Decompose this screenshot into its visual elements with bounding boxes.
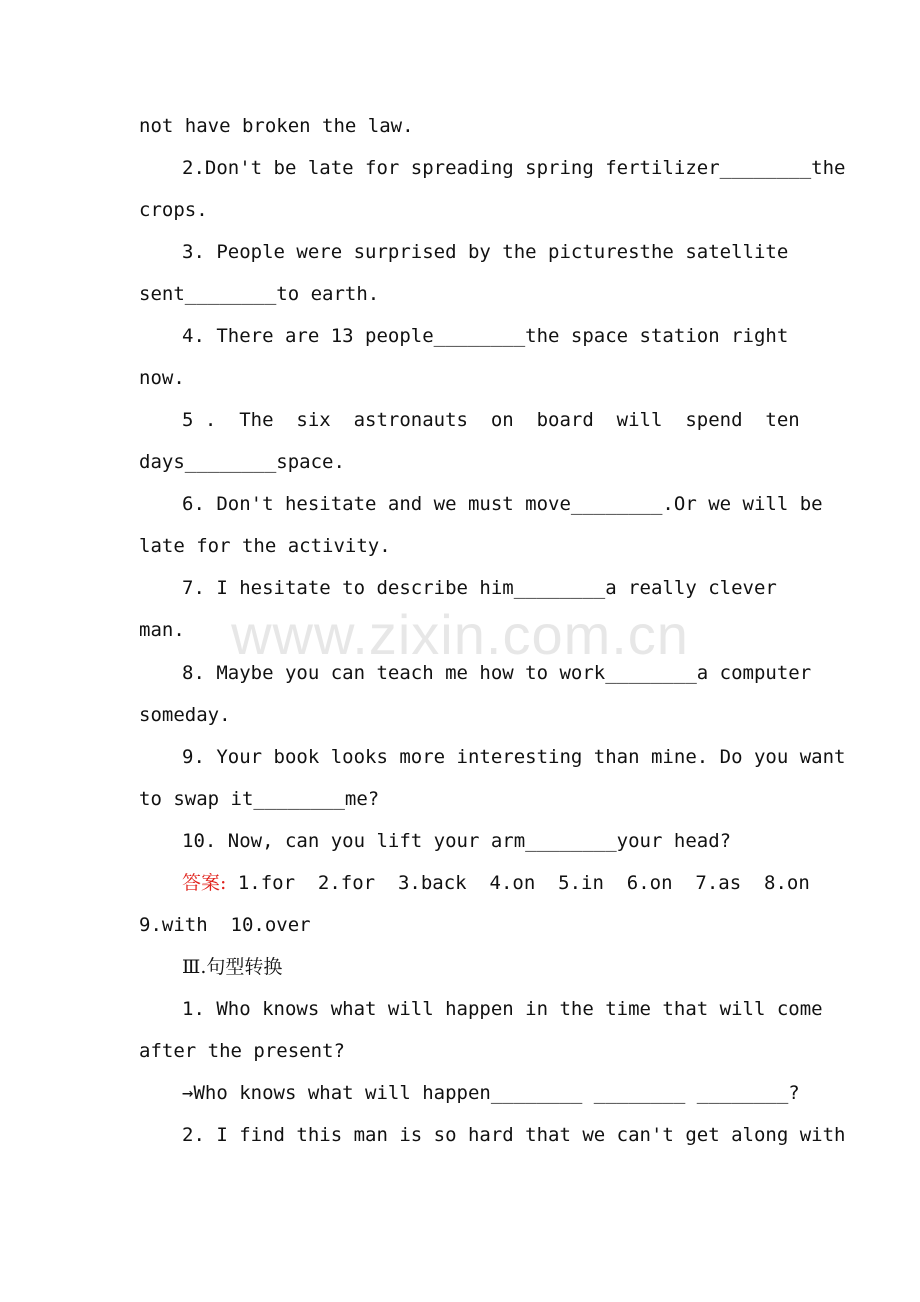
watermark: www.zixin.com.cn bbox=[231, 603, 689, 666]
question-8: 8. Maybe you can teach me how to work________a computer bbox=[182, 662, 812, 684]
text-line: late for the activity. bbox=[139, 535, 391, 557]
question-4: 4. There are 13 people________the space station right bbox=[182, 325, 789, 347]
text-line: someday. bbox=[139, 704, 231, 726]
question-3: 3. People were surprised by the picturesthe satellite bbox=[182, 241, 789, 263]
question-9: 9. Your book looks more interesting than mine. Do you want bbox=[182, 746, 846, 768]
text-line: not have broken the law. bbox=[139, 115, 414, 137]
question-7: 7. I hesitate to describe him________a really clever bbox=[182, 577, 777, 599]
question-6: 6. Don't hesitate and we must move________.Or we will be bbox=[182, 493, 823, 515]
question-10: 10. Now, can you lift your arm________your head? bbox=[182, 830, 732, 852]
answer-line bbox=[182, 869, 811, 897]
transform-answer-1: →Who knows what will happen________ ________ ________? bbox=[182, 1082, 800, 1104]
transform-question-1: 1. Who knows what will happen in the time that will come bbox=[182, 998, 823, 1020]
text-line: to swap it________me? bbox=[139, 788, 380, 810]
text-line: crops. bbox=[139, 199, 208, 221]
answer-label: 答案: bbox=[182, 872, 227, 894]
text-line: now. bbox=[139, 367, 185, 389]
text-line: after the present? bbox=[139, 1040, 345, 1062]
answer-line-2: 9.with 10.over bbox=[139, 914, 311, 936]
text-line: sent________to earth. bbox=[139, 283, 380, 305]
transform-question-2: 2. I find this man is so hard that we can't get along with bbox=[182, 1124, 846, 1146]
text-line: days________space. bbox=[139, 451, 345, 473]
answer-values: 1.for 2.for 3.back 4.on 5.in 6.on 7.as 8.on bbox=[226, 872, 810, 894]
section-heading: Ⅲ.句型转换 bbox=[182, 956, 283, 978]
text-line: man. bbox=[139, 619, 185, 641]
question-5: 5 . The six astronauts on board will spend ten bbox=[182, 409, 800, 431]
question-2: 2.Don't be late for spreading spring fertilizer________the bbox=[182, 157, 846, 179]
